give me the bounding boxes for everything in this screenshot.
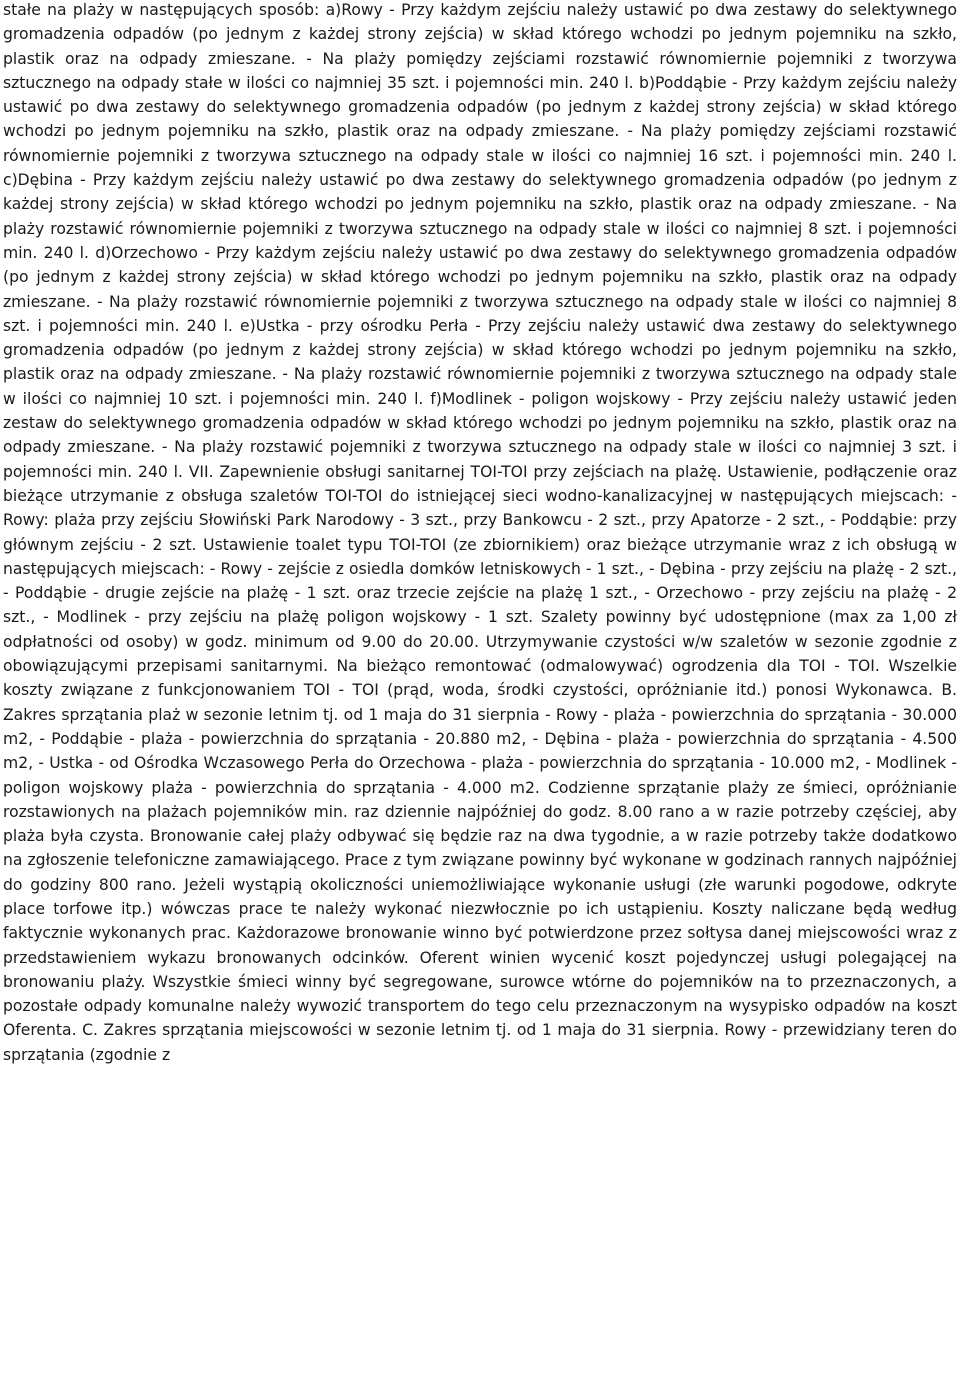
document-body-text: stałe na plaży w następujących sposób: a)Rowy - Przy każdym zejściu należy ustawić po dwa zestawy do selektywnego gromadzenia odpadów (po jednym z każdej strony zejścia) w skład którego wchodzi po jednym pojemniku na szkło, plastik oraz na odpady zmieszane. - Na plaży pomiędzy zejściami rozstawić równomiernie pojemniki z tworzywa sztucznego na odpady stałe w ilości co najmniej 35 szt. i pojemności min. 240 l. b)Poddąbie - Przy każdym zejściu należy ustawić po dwa zestawy do selektywnego gromadzenia odpadów (po jednym z każdej strony zejścia) w skład którego wchodzi po jednym pojemniku na szkło, plastik oraz na odpady zmieszane. - Na plaży pomiędzy zejściami rozstawić równomiernie pojemniki z tworzywa sztucznego na odpady stale w ilości co najmniej 16 szt. i pojemności min. 240 l. c)Dębina - Przy każdym zejściu należy ustawić po dwa zestawy do selektywnego gromadzenia odpadów (po jednym z każdej strony zejścia) w skład którego wchodzi po jednym pojemniku na szkło, plastik oraz na odpady zmieszane. - Na plaży rozstawić równomiernie pojemniki z tworzywa sztucznego na odpady stale w ilości co najmniej 8 szt. i pojemności min. 240 l. d)Orzechowo - Przy każdym zejściu należy ustawić po dwa zestawy do selektywnego gromadzenia odpadów (po jednym z każdej strony zejścia) w skład którego wchodzi po jednym pojemniku na szkło, plastik oraz na odpady zmieszane. - Na plaży rozstawić równomiernie pojemniki z tworzywa sztucznego na odpady stale w ilości co najmniej 8 szt. i pojemności min. 240 l. e)Ustka - przy ośrodku Perła - Przy zejściu należy ustawić dwa zestawy do selektywnego gromadzenia odpadów (po jednym z każdej strony zejścia) w skład którego wchodzi po jednym pojemniku na szkło, plastik oraz na odpady zmieszane. - Na plaży rozstawić równomiernie pojemniki z tworzywa sztucznego na odpady stale w ilości co najmniej 10 szt. i pojemności min. 240 l. f)Modlinek - poligon wojskowy - Przy zejściu należy ustawić jeden zestaw do selektywnego gromadzenia odpadów w skład którego wchodzi po jednym pojemniku na szkło, plastik oraz na odpady zmieszane. - Na plaży rozstawić pojemniki z tworzywa sztucznego na odpady stale w ilości co najmniej 3 szt. i pojemności min. 240 l. VII. Zapewnienie obsługi sanitarnej TOI-TOI przy zejściach na plażę. Ustawienie, podłączenie oraz bieżące utrzymanie z obsługa szaletów TOI-TOI do istniejącej sieci wodno-kanalizacyjnej w następujących miejscach: - Rowy: plaża przy zejściu Słowiński Park Narodowy - 3 szt., przy Bankowcu - 2 szt., przy Apatorze - 2 szt., - Poddąbie: przy głównym zejściu - 2 szt. Ustawienie toalet typu TOI-TOI (ze zbiornikiem) oraz bieżące utrzymanie wraz z ich obsługą w następujących miejscach: - Rowy - zejście z osiedla domków letniskowych - 1 szt., - Dębina - przy zejściu na plażę - 2 szt., - Poddąbie - drugie zejście na plażę - 1 szt. oraz trzecie zejście na plażę 1 szt., - Orzechowo - przy zejściu na plażę - 2 szt., - Modlinek - przy zejściu na plażę poligon wojskowy - 1 szt. Szalety powinny być udostępnione (max za 1,00 zł odpłatności od osoby) w godz. minimum od 9.00 do 20.00. Utrzymywanie czystości w/w szaletów w sezonie zgodnie z obowiązującymi przepisami sanitarnymi. Na bieżąco remontować (odmalowywać) ogrodzenia dla TOI - TOI. Wszelkie koszty związane z funkcjonowaniem TOI - TOI (prąd, woda, środki czystości, opróżnianie itd.) ponosi Wykonawca. B. Zakres sprzątania plaż w sezonie letnim tj. od 1 maja do 31 sierpnia - Rowy - plaża - powierzchnia do sprzątania - 30.000 m2, - Poddąbie - plaża - powierzchnia do sprzątania - 20.880 m2, - Dębina - plaża - powierzchnia do sprzątania - 4.500 m2, - Ustka - od Ośrodka Wczasowego Perła do Orzechowa - plaża - powierzchnia do sprzątania - 10.000 m2, - Modlinek - poligon wojskowy plaża - powierzchnia do sprzątania - 4.000 m2. Codzienne sprzątanie plaży ze śmieci, opróżnianie rozstawionych na plażach pojemników min. raz dziennie najpóźniej do godz. 8.00 rano a w razie potrzeby częściej, aby plaża była czysta. Bronowanie całej plaży odbywać się będzie raz na dwa tygodnie, a w razie potrzeby także dodatkowo na zgłoszenie telefoniczne zamawiającego. Prace z tym związane powinny być wykonane w godzinach rannych najpóźniej do godziny 800 rano. Jeżeli wystąpią okoliczności uniemożliwiające wykonanie usługi (złe warunki pogodowe, odkryte place torfowe itp.) wówczas prace te należy wykonać niezwłocznie po ich ustąpieniu. Koszty naliczane będą według faktycznie wykonanych prac. Każdorazowe bronowanie winno być potwierdzone przez sołtysa danej miejscowości wraz z przedstawieniem wykazu bronowanych odcinków. Oferent winien wycenić koszt pojedynczej usługi polegającej na bronowaniu plaży. Wszystkie śmieci winny być segregowane, surowce wtórne do pojemników na to przeznaczonych, a pozostałe odpady komunalne należy wywozić transportem do tego celu przeznaczonym na wysypisko odpadów na koszt Oferenta. C. Zakres sprzątania miejscowości w sezonie letnim tj. od 1 maja do 31 sierpnia. Rowy - przewidziany teren do sprzątania (zgodnie z xyxy=(3,1,957,1064)
